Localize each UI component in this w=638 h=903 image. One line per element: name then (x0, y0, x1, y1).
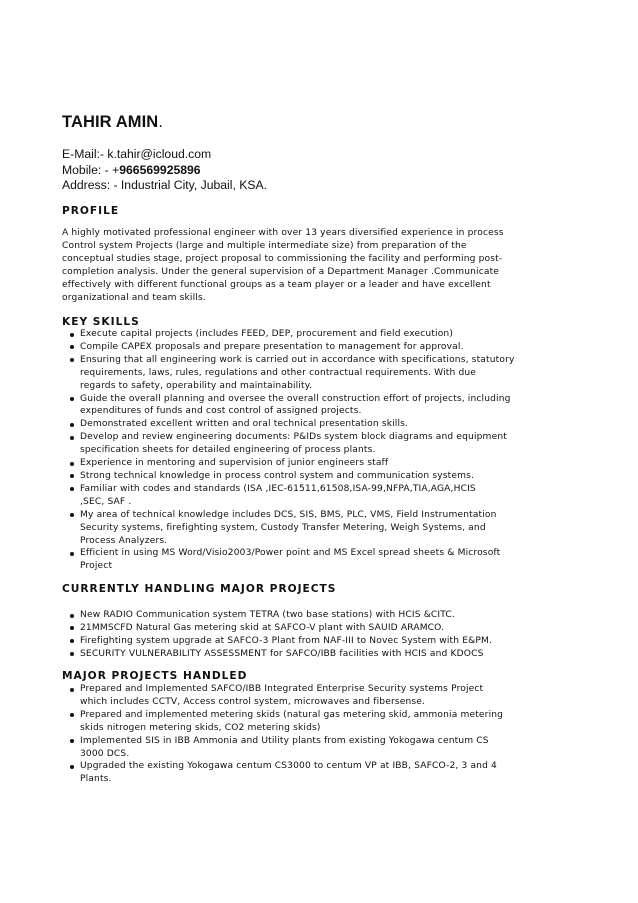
bullet-icon (70, 423, 74, 427)
profile-line: Control system Projects (large and multiple intermediate size) from preparation of the (62, 240, 467, 251)
key-skills-heading: KEY SKILLS (62, 316, 140, 328)
list-item-text: Upgraded the existing Yokogawa centum CS3000 to centum VP at IBB, SAFCO-2, 3 and 4 (80, 761, 497, 772)
list-item-text: specification sheets for detailed engineering of process plants. (80, 445, 376, 456)
list-item-text: expenditures of funds and cost control of assigned projects. (80, 406, 362, 417)
list-item-text: which includes CCTV, Access control system, microwaves and fibersense. (80, 696, 426, 707)
bullet-icon (70, 739, 74, 743)
list-item-text: Familiar with codes and standards (ISA ,IEC-61511,61508,ISA-99,NFPA,TIA,AGA,HCIS (80, 483, 476, 494)
list-item-text: ,SEC, SAF . (80, 496, 132, 507)
bullet-icon (70, 688, 74, 692)
list-item-text: Prepared and Implemented SAFCO/IBB Integrated Enterprise Security systems Project (80, 684, 484, 694)
address-line: Address: - Industrial City, Jubail, KSA. (62, 178, 268, 192)
list-item-text: Strong technical knowledge in process control system and communication systems. (80, 470, 475, 481)
list-item-text: Experience in mentoring and supervision of junior engineers staff (80, 458, 389, 469)
list-item (62, 483, 572, 509)
list-item (62, 760, 572, 786)
mobile-line (62, 163, 267, 179)
bullet-icon (70, 513, 74, 517)
list-item-text: Prepared and implemented metering skids (natural gas metering skid, ammonia metering (80, 709, 504, 720)
list-item (62, 709, 572, 735)
list-item-text: Implemented SIS in IBB Ammonia and Utility plants from existing Yokogawa centum CS (80, 735, 489, 746)
bullet-icon (70, 462, 74, 466)
list-item (62, 648, 572, 661)
list-item-text: Execute capital projects (includes FEED, DEP, procurement and field execution) (80, 329, 454, 339)
major-projects-heading: MAJOR PROJECTS HANDLED (62, 670, 248, 682)
bullet-icon (70, 345, 74, 349)
profile-heading: PROFILE (62, 205, 120, 217)
list-item-text: Plants. (80, 774, 112, 785)
list-item (62, 354, 572, 393)
list-item (62, 509, 572, 548)
list-item-text: Guide the overall planning and oversee the overall construction effort of projects, including (80, 393, 511, 404)
list-item (62, 328, 572, 341)
profile-line: A highly motivated professional engineer with over 13 years diversified experience in process (62, 228, 504, 238)
list-item (62, 547, 572, 573)
list-item-text: Ensuring that all engineering work is carried out in accordance with specifications, statutory (80, 354, 515, 365)
list-item (62, 393, 572, 419)
list-item (62, 470, 572, 483)
list-item-text: Firefighting system upgrade at SAFCO-3 Plant from NAF-III to Novec System with E&PM. (80, 635, 493, 646)
list-item (62, 635, 572, 648)
list-item-text: 21MMSCFD Natural Gas metering skid at SAFCO-V plant with SAUID ARAMCO. (80, 622, 445, 633)
candidate-name (62, 113, 163, 132)
list-item (62, 622, 572, 635)
list-item-text: My area of technical knowledge includes DCS, SIS, BMS, PLC, VMS, Field Instrumentation (80, 509, 497, 520)
current-projects-list (62, 609, 572, 661)
list-item-text: Process Analyzers. (80, 535, 168, 546)
mobile-label: Mobile: - + (62, 162, 120, 177)
name-period: . (158, 113, 164, 131)
list-item-text: Develop and review engineering documents: P&IDs system block diagrams and equipment (80, 432, 507, 443)
major-projects-list (62, 683, 572, 786)
bullet-icon (70, 358, 74, 362)
email-line: E-Mail:- k.tahir@icloud.com (62, 147, 212, 161)
bullet-icon (70, 397, 74, 401)
bullet-icon (70, 333, 74, 337)
list-item-text: 3000 DCS. (80, 748, 130, 759)
key-skills-list (62, 328, 572, 573)
list-item (62, 341, 572, 354)
contact-block (62, 147, 267, 194)
bullet-icon (70, 614, 74, 618)
list-item-text: Compile CAPEX proposals and prepare presentation to management for approval. (80, 341, 464, 352)
bullet-icon (70, 765, 74, 769)
list-item-text: Efficient in using MS Word/Visio2003/Power point and MS Excel spread sheets & Microsoft (80, 548, 501, 559)
list-item (62, 683, 572, 709)
list-item (62, 457, 572, 470)
current-projects-heading: CURRENTLY HANDLING MAJOR PROJECTS (62, 583, 337, 595)
list-item (62, 418, 572, 431)
list-item (62, 735, 572, 761)
mobile-number: 966569925896 (119, 162, 201, 177)
list-item (62, 609, 572, 622)
bullet-icon (70, 626, 74, 630)
list-item (62, 431, 572, 457)
list-item-text: Demonstrated excellent written and oral technical presentation skills. (80, 419, 409, 430)
profile-paragraph (62, 227, 562, 304)
profile-line: completion analysis. Under the general supervision of a Department Manager .Communicate (62, 266, 500, 277)
list-item-text: regards to safety, operability and maintainability. (80, 380, 313, 391)
bullet-icon (70, 474, 74, 478)
bullet-icon (70, 487, 74, 491)
list-item-text: Project (80, 561, 113, 572)
bullet-icon (70, 552, 74, 556)
list-item-text: New RADIO Communication system TETRA (two base stations) with HCIS &CITC. (80, 610, 455, 620)
bullet-icon (70, 713, 74, 717)
bullet-icon (70, 436, 74, 440)
bullet-icon (70, 652, 74, 656)
profile-line: effectively with different functional groups as a team player or a leader and have excellent (62, 279, 491, 290)
name-text: TAHIR AMIN (62, 113, 159, 131)
list-item-text: skids nitrogen metering skids, CO2 metering skids) (80, 722, 321, 733)
profile-line: conceptual studies stage, project proposal to commissioning the facility and performing post- (62, 253, 503, 264)
profile-line: organizational and team skills. (62, 292, 206, 303)
list-item-text: Security systems, firefighting system, Custody Transfer Metering, Weigh Systems, and (80, 522, 486, 533)
list-item-text: SECURITY VULNERABILITY ASSESSMENT for SAFCO/IBB facilities with HCIS and KDOCS (80, 648, 484, 659)
list-item-text: requirements, laws, rules, regulations and other contractual requirements. With due (80, 367, 477, 378)
bullet-icon (70, 639, 74, 643)
